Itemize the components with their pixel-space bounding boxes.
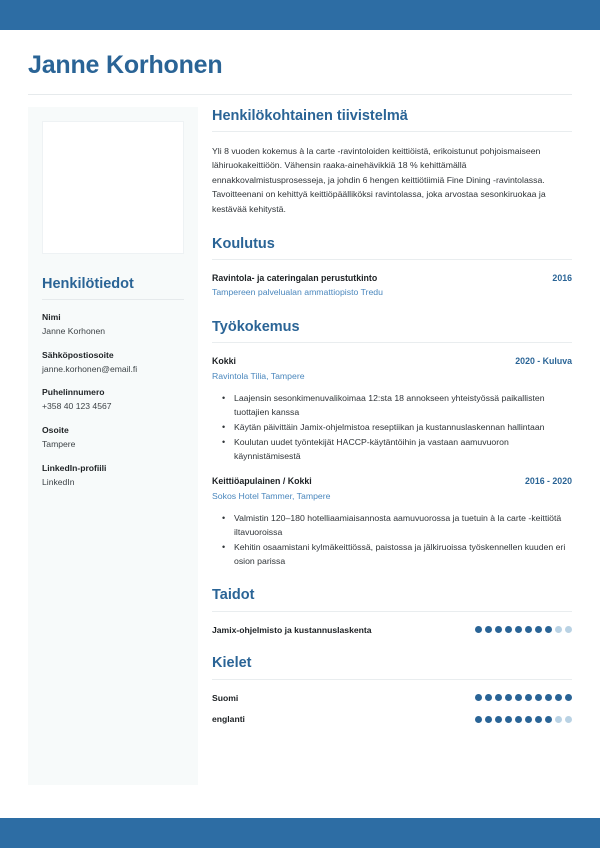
- rating-dot-filled: [515, 694, 522, 701]
- rating-row: [212, 692, 572, 705]
- personal-detail-field: [42, 386, 184, 413]
- field-label: Puhelinnumero: [42, 387, 105, 398]
- entry-bullet-list: [212, 511, 572, 568]
- rating-dot-filled: [485, 694, 492, 701]
- rating-dot-empty: [555, 626, 562, 633]
- rating-dot-filled: [505, 694, 512, 701]
- rating-label: Suomi: [212, 692, 239, 703]
- field-value: janne.korhonen@email.fi: [42, 363, 138, 374]
- rating-dot-filled: [545, 716, 552, 723]
- sidebar: [28, 107, 198, 785]
- section-heading-education: Koulutus: [212, 235, 275, 252]
- section-languages: [212, 654, 572, 726]
- education-entry-list: [212, 272, 572, 301]
- rating-dot-filled: [525, 694, 532, 701]
- rating-label: englanti: [212, 714, 245, 725]
- rating-dot-filled: [485, 626, 492, 633]
- personal-detail-field: [42, 462, 184, 489]
- entry: [212, 475, 572, 568]
- entry-organization: Ravintola Tilia, Tampere: [212, 371, 305, 382]
- rating-dot-filled: [475, 694, 482, 701]
- rating-row: [212, 624, 572, 637]
- personal-detail-field: [42, 311, 184, 338]
- entry-title: Keittiöapulainen / Kokki: [212, 476, 312, 487]
- entry-bullet: • Valmistin 120–180 hotelliaamiaisannosta aamuvuorossa ja tuetuin à la carte -keittiötä iltavuoroissa: [234, 511, 572, 539]
- rating-dot-filled: [525, 626, 532, 633]
- rating-dot-empty: [565, 626, 572, 633]
- entry-bullet-list: [212, 391, 572, 463]
- section-heading-summary: Henkilökohtainen tiivistelmä: [212, 107, 408, 124]
- section-skills: [212, 586, 572, 636]
- rating-dots: [475, 694, 572, 701]
- entry-date: 2016 - 2020: [525, 476, 572, 487]
- rating-dot-empty: [555, 716, 562, 723]
- rating-dot-filled: [505, 716, 512, 723]
- two-column-layout: [0, 95, 600, 785]
- entry-date: 2020 - Kuluva: [515, 356, 572, 367]
- rating-dot-filled: [475, 716, 482, 723]
- experience-entry-list: [212, 355, 572, 568]
- main-column: [212, 107, 572, 745]
- rating-row: [212, 713, 572, 726]
- field-label: LinkedIn-profiili: [42, 463, 107, 474]
- entry-header: [212, 355, 572, 369]
- section-divider: [212, 679, 572, 680]
- field-label: Sähköpostiosoite: [42, 349, 114, 360]
- section-heading-skills: Taidot: [212, 587, 255, 604]
- entry-bullet: • Koulutan uudet työntekijät HACCP-käytäntöihin ja vastaan aamuvuoron käynnistämisestä: [234, 435, 572, 463]
- field-label: Osoite: [42, 425, 69, 436]
- languages-rating-list: [212, 692, 572, 727]
- entry: [212, 272, 572, 301]
- rating-dot-filled: [515, 716, 522, 723]
- entry-organization: Tampereen palvelualan ammattiopisto Tredu: [212, 287, 383, 298]
- field-value: Janne Korhonen: [42, 325, 106, 336]
- entry-header: [212, 272, 572, 286]
- entry-bullet: • Kehitin osaamistani kylmäkeittiössä, paistossa ja jälkiruoissa työskennellen kuuden eri osion parissa: [234, 540, 572, 568]
- entry-header: [212, 475, 572, 489]
- rating-dot-filled: [545, 626, 552, 633]
- rating-dot-filled: [535, 694, 542, 701]
- rating-dot-filled: [525, 716, 532, 723]
- rating-dot-filled: [495, 694, 502, 701]
- field-label: Nimi: [42, 311, 61, 322]
- section-experience: [212, 318, 572, 568]
- entry: [212, 355, 572, 463]
- rating-dot-filled: [545, 694, 552, 701]
- summary-text: Yli 8 vuoden kokemus à la carte -ravintoloiden keittiöistä, erikoistunut pohjoismaiseen lähiruokakeittiöön. Vähensin raaka-ainehävikkiä 18 % kehittämällä ennakkovalmistusprosesseja, ja johdin 6 hengen keittiötiimiä Fine Dining -ravintolassa. Tavoitteenani on kehittyä keittiöpäälliköksi ravintolassa, joka arvostaa sesonkiruokaa ja kestävää kehitystä.: [212, 145, 546, 215]
- rating-dot-filled: [485, 716, 492, 723]
- field-value: +358 40 123 4567: [42, 401, 112, 412]
- rating-dot-filled: [495, 626, 502, 633]
- section-divider: [212, 342, 572, 343]
- section-summary: [212, 107, 572, 217]
- footer-accent-bar: [0, 818, 600, 848]
- sidebar-heading-personal-details: Henkilötiedot: [42, 275, 134, 292]
- personal-detail-field: [42, 349, 184, 376]
- page-title: Janne Korhonen: [28, 51, 223, 79]
- name-block: [0, 30, 600, 95]
- rating-dots: [475, 626, 572, 633]
- resume-content: [0, 30, 600, 818]
- rating-dot-filled: [505, 626, 512, 633]
- entry-title: Ravintola- ja cateringalan perustutkinto: [212, 272, 378, 283]
- sidebar-heading-divider: [42, 299, 184, 300]
- section-divider: [212, 259, 572, 260]
- entry-bullet: • Käytän päivittäin Jamix-ohjelmistoa reseptiikan ja kustannuslaskennan hallintaan: [234, 420, 572, 434]
- rating-label: Jamix-ohjelmisto ja kustannuslaskenta: [212, 624, 372, 635]
- rating-dot-filled: [535, 716, 542, 723]
- rating-dot-filled: [555, 694, 562, 701]
- header-accent-bar: [0, 0, 600, 30]
- field-value: Tampere: [42, 439, 76, 450]
- entry-title: Kokki: [212, 356, 236, 367]
- personal-detail-field: [42, 424, 184, 451]
- section-heading-languages: Kielet: [212, 655, 252, 672]
- rating-dot-filled: [515, 626, 522, 633]
- section-education: [212, 235, 572, 301]
- personal-details-list: [42, 311, 184, 489]
- rating-dot-filled: [495, 716, 502, 723]
- rating-dots: [475, 716, 572, 723]
- rating-dot-filled: [475, 626, 482, 633]
- section-divider: [212, 611, 572, 612]
- rating-dot-empty: [565, 716, 572, 723]
- rating-dot-filled: [565, 694, 572, 701]
- section-divider: [212, 131, 572, 132]
- skills-rating-list: [212, 624, 572, 637]
- rating-dot-filled: [535, 626, 542, 633]
- entry-bullet: • Laajensin sesonkimenuvalikoimaa 12:sta 18 annokseen yhteistyössä paikallisten tuottajien kanssa: [234, 391, 572, 419]
- photo-placeholder: [42, 121, 184, 254]
- entry-date: 2016: [552, 272, 572, 283]
- field-value: LinkedIn: [42, 476, 75, 487]
- section-heading-experience: Työkokemus: [212, 319, 300, 336]
- entry-organization: Sokos Hotel Tammer, Tampere: [212, 491, 331, 502]
